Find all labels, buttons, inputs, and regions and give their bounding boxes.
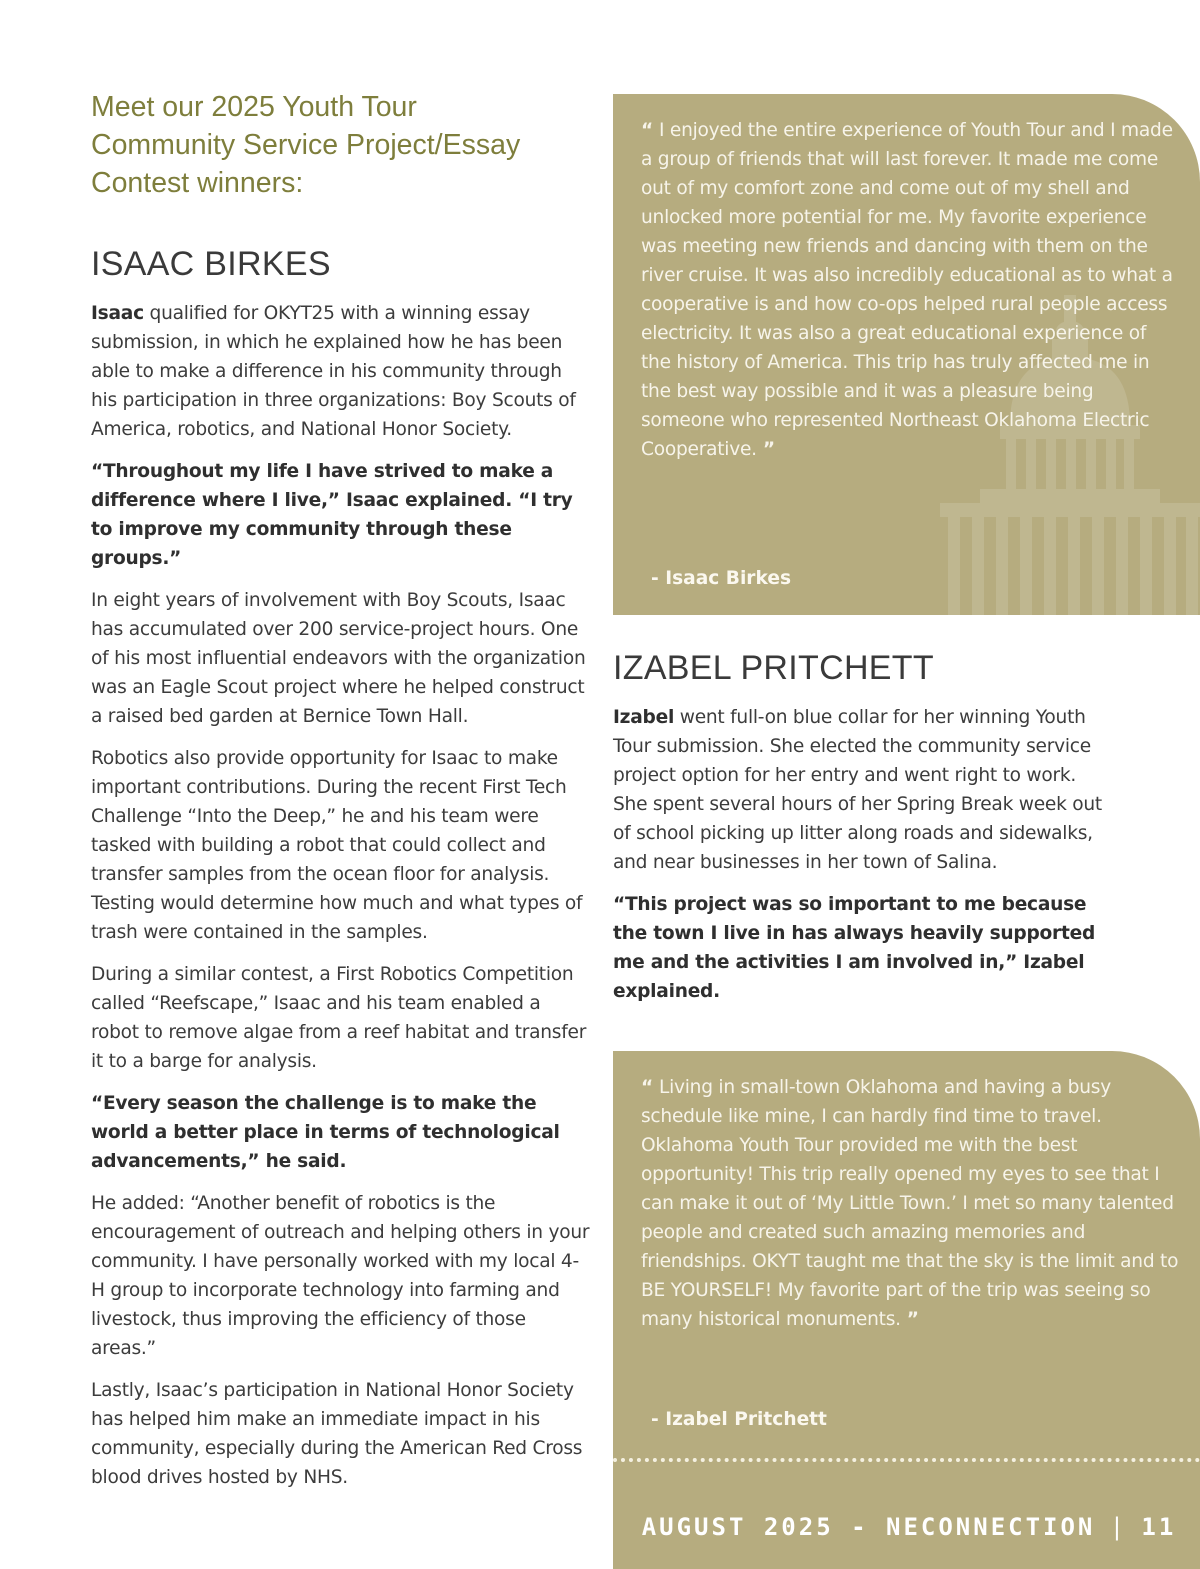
isaac-paragraph-4: During a similar contest, a First Robotics Competition called “Reefscape,” Isaac and his team enabled a robot to remove algae from a reef habitat and transfer it to a barge for analysis. [91, 964, 587, 1072]
izabel-testimonial-text [641, 1073, 1181, 1334]
isaac-paragraph-3: Robotics also provide opportunity for Isaac to make important contributions. During the recent First Tech Challenge “Into the Deep,” he and his team were tasked with building a robot that could collect and transfer samples from the ocean floor for analysis. Testing would determine how much and what types of trash were contained in the samples. [91, 748, 583, 943]
intro-line-3: Contest winners: [91, 167, 304, 199]
close-quote-mark: ” [762, 439, 775, 460]
isaac-paragraph-1 [91, 299, 591, 444]
izabel-name-heading: IZABEL PRITCHETT [613, 649, 934, 687]
left-column [91, 88, 591, 1492]
isaac-paragraph-6: Lastly, Isaac’s participation in National Honor Society has helped him make an immediate impact in his community, especially during the American Red Cross blood drives hosted by NHS. [91, 1380, 583, 1488]
izabel-section [613, 648, 1113, 1006]
footer-issue: AUGUST 2025 - NECONNECTION [641, 1513, 1096, 1541]
page-footer [613, 1513, 1200, 1541]
isaac-testimonial-text [641, 116, 1181, 464]
isaac-paragraph-2: In eight years of involvement with Boy Scouts, Isaac has accumulated over 200 service-project hours. One of his most influential endeavors with the organization was an Eagle Scout project where he helped construct a raised bed garden at Bernice Town Hall. [91, 590, 586, 727]
open-quote-mark: “ [641, 120, 653, 141]
intro-heading [91, 88, 591, 202]
footer-separator: | [1112, 1513, 1124, 1541]
isaac-quote-1: “Throughout my life I have strived to make a difference where I live,” Isaac explained. “I try to improve my community through these groups.” [91, 461, 573, 569]
isaac-testimonial-body: I enjoyed the entire experience of Youth Tour and I made a group of friends that will last forever. It made me come out of my comfort zone and come out of my shell and unlocked more potential for me. My favorite experience was meeting new friends and dancing with them on the river cruise. It was also incredibly educational as to what a cooperative is and how co-ops helped rural people access electricity. It was also a great educational experience of the history of America. This trip has truly affected me in the best way possible and it was a pleasure being someone who represented Northeast Oklahoma Electric Cooperative. [641, 120, 1173, 460]
isaac-testimonial-attribution: - Isaac Birkes [651, 568, 792, 589]
isaac-name-heading: ISAAC BIRKES [91, 245, 331, 283]
isaac-paragraph-1-text: qualified for OKYT25 with a winning essay submission, in which he explained how he has been able to make a difference in his community through his participation in three organizations: Boy Scouts of America, robotics, and National Honor Society. [91, 303, 576, 440]
izabel-paragraph-1-text: went full-on blue collar for her winning Youth Tour submission. She elected the community service project option for her entry and went right to work. She spent several hours of her Spring Break week out of school picking up litter along roads and sidewalks, and near businesses in her town of Salina. [613, 707, 1102, 873]
isaac-testimonial-box [613, 94, 1200, 615]
footer-page-number: 11 [1141, 1513, 1177, 1541]
dotted-divider [613, 1458, 1200, 1462]
isaac-lead-name: Isaac [91, 303, 144, 324]
izabel-lead-name: Izabel [613, 707, 675, 728]
izabel-testimonial-attribution: - Izabel Pritchett [651, 1409, 827, 1430]
izabel-paragraph-1 [613, 703, 1113, 877]
intro-line-1: Meet our 2025 Youth Tour [91, 91, 417, 123]
isaac-quote-2: “Every season the challenge is to make the world a better place in terms of technological advancements,” he said. [91, 1093, 560, 1172]
open-quote-mark: “ [641, 1077, 653, 1098]
close-quote-mark: ” [906, 1309, 919, 1330]
isaac-paragraph-5: He added: “Another benefit of robotics is the encouragement of outreach and helping others in your community. I have personally worked with my local 4-H group to incorporate technology into farming and livestock, thus improving the efficiency of those areas.” [91, 1193, 590, 1359]
izabel-testimonial-body: Living in small-town Oklahoma and having a busy schedule like mine, I can hardly find time to travel. Oklahoma Youth Tour provided me with the best opportunity! This trip really opened my eyes to see that I can make it out of ‘My Little Town.’ I met so many talented people and created such amazing memories and friendships. OKYT taught me that the sky is the limit and to BE YOURSELF! My favorite part of the trip was seeing so many historical monuments. [641, 1077, 1179, 1330]
intro-line-2: Community Service Project/Essay [91, 129, 521, 161]
izabel-quote-1: “This project was so important to me because the town I live in has always heavily supported me and the activities I am involved in,” Izabel explained. [613, 894, 1096, 1002]
izabel-testimonial-box [613, 1051, 1200, 1569]
